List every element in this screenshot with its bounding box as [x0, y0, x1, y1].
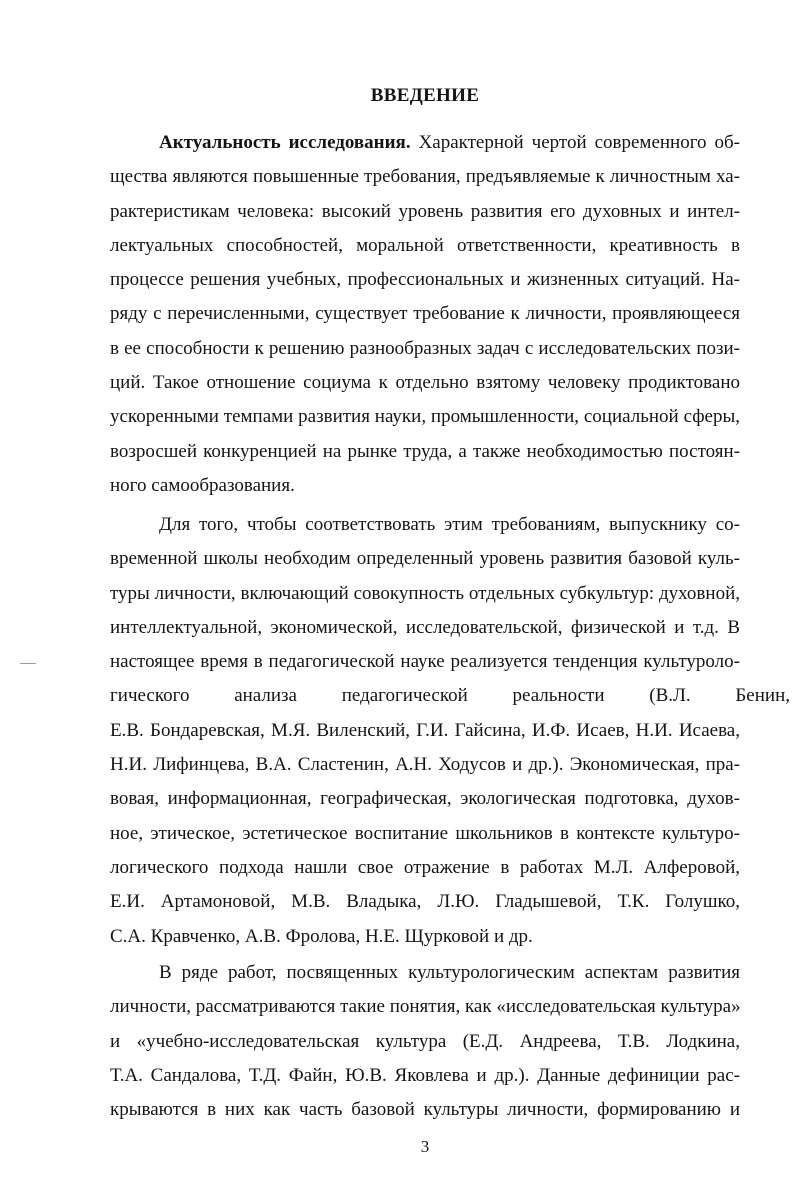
text-line: Для того, чтобы соответствовать этим требованиям, выпускнику со-: [159, 514, 740, 535]
text-line: щества являются повышенные требования, предъявляемые к личностным ха-: [110, 166, 740, 188]
page-title: ВВЕДЕНИЕ: [370, 85, 480, 106]
text-line: лектуальных способностей, моральной ответственности, креативность в: [110, 234, 740, 256]
paragraph-relevance: [110, 126, 740, 503]
text-line: временной школы необходим определенный уровень развития базовой куль-: [110, 548, 740, 570]
text-line: интеллектуальной, экономической, исследовательской, физической и т.д. В: [110, 616, 740, 638]
text-line: возросшей конкуренцией на рынке труда, а также необходимостью постоян-: [110, 440, 740, 462]
text-line: процессе решения учебных, профессиональных и жизненных ситуаций. На-: [110, 269, 740, 291]
text-line: настоящее время в педагогической науке реализуется тенденция культуроло-: [110, 651, 740, 673]
text-line: В ряде работ, посвященных культурологическим аспектам развития: [159, 962, 740, 983]
text-line: ного самообразования.: [110, 474, 295, 496]
text-line: Н.И. Лифинцева, В.А. Сластенин, А.Н. Ходусов и др.). Экономическая, пра-: [110, 754, 740, 776]
text-line: С.А. Кравченко, А.В. Фролова, Н.Е. Щурковой и др.: [110, 925, 533, 947]
paragraph-lead: Актуальность исследования.: [159, 132, 411, 153]
page-number: 3: [420, 1137, 430, 1156]
paragraph-culture: [110, 508, 790, 954]
text-line: гического анализа педагогической реальности (В.Л. Бенин,: [110, 685, 790, 707]
text-line: личности, рассматриваются такие понятия, как «исследовательская культура»: [110, 996, 741, 1018]
text-line: Т.А. Сандалова, Т.Д. Файн, Ю.В. Яковлева и др.). Данные дефиниции рас-: [110, 1064, 740, 1086]
text-line: вовая, информационная, географическая, экологическая подготовка, духов-: [110, 788, 740, 810]
text-line: и «учебно-исследовательская культура (Е.Д. Андреева, Т.В. Лодкина,: [110, 1030, 740, 1052]
text-line: Е.И. Артамоновой, М.В. Владыка, Л.Ю. Гладышевой, Т.К. Голушко,: [110, 891, 740, 913]
text-line: крываются в них как часть базовой культуры личности, формированию и: [110, 1099, 740, 1121]
text-line: рактеристикам человека: высокий уровень развития его духовных и интел-: [110, 200, 740, 222]
text-line: ускоренными темпами развития науки, промышленности, социальной сферы,: [110, 406, 740, 428]
text-line: Актуальность исследования. Характерной чертой современного об-: [159, 132, 741, 153]
text-line: туры личности, включающий совокупность отдельных субкультур: духовной,: [110, 582, 740, 604]
margin-mark: [20, 663, 36, 664]
text-line: Е.В. Бондаревская, М.Я. Виленский, Г.И. Гайсина, И.Ф. Исаев, Н.И. Исаева,: [110, 719, 740, 741]
text-line: логического подхода нашли свое отражение в работах М.Л. Алферовой,: [110, 856, 740, 878]
text-line: в ее способности к решению разнообразных задач с исследовательских пози-: [110, 337, 740, 359]
text-line: ное, этическое, эстетическое воспитание школьников в контексте культуро-: [110, 822, 740, 844]
text-line: ряду с перечисленными, существует требование к личности, проявляющееся: [110, 303, 740, 325]
text-line: ций. Такое отношение социума к отдельно взятому человеку продиктовано: [110, 372, 740, 394]
paragraph-research-culture: [110, 956, 740, 1127]
